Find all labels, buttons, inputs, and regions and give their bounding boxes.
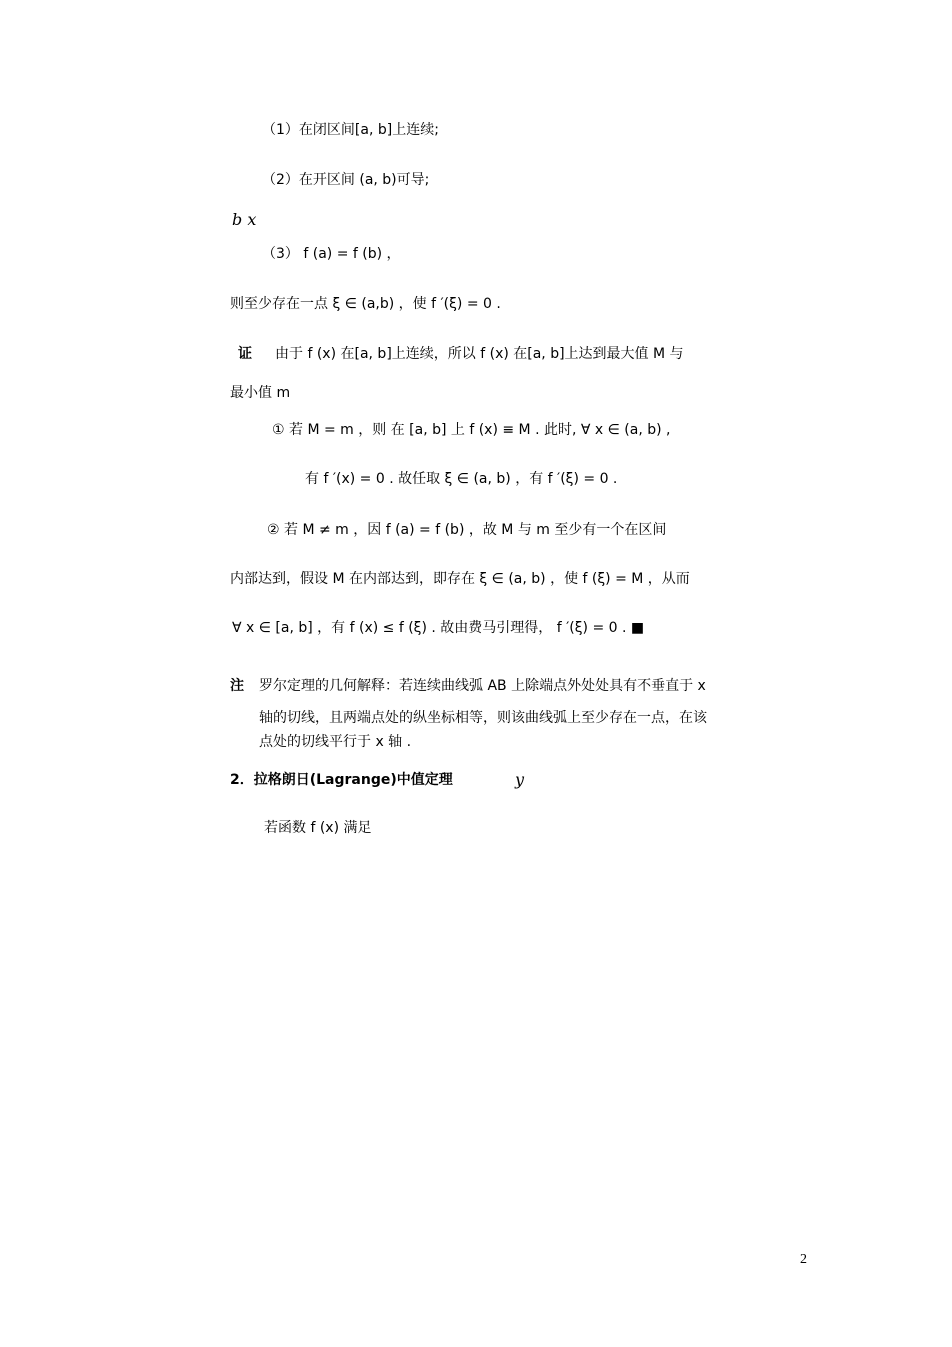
case-2-line-3: ∀ x ∈ [a, b] ，有 f (x) ≤ f (ξ) . 故由费马引理得， f ′(ξ) = 0 . ■ [232,620,645,636]
note-line-3: 点处的切线平行于 x 轴 . [259,734,412,750]
note-label: 注 [230,678,244,694]
case-2-line-2: 内部达到，假设 M 在内部达到，即存在 ξ ∈ (a, b) ，使 f (ξ) = M ，从而 [230,571,690,587]
conclusion: 则至少存在一点 ξ ∈ (a,b) ，使 f ′(ξ) = 0 . [230,296,501,312]
proof-label: 证 [238,346,252,362]
stray-y: y [515,770,525,789]
condition-1: （1）在闭区间[a, b]上连续; [262,122,439,138]
lagrange-condition: 若函数 f (x) 满足 [264,820,372,836]
stray-symbols: b x [232,210,257,229]
proof-line-2: 最小值 m [230,385,291,401]
condition-2: （2）在开区间 (a, b)可导; [262,172,430,188]
section-heading-lagrange: 2．拉格朗日(Lagrange)中值定理 [230,772,453,788]
page-number: 2 [800,1252,807,1267]
note-line-1: 罗尔定理的几何解释：若连续曲线弧 AB 上除端点外处处具有不垂直于 x [259,678,706,694]
case-1-line-1: ① 若 M = m ，则 在 [a, b] 上 f (x) ≡ M . 此时, ∀ x ∈ (a, b) , [272,422,671,438]
note-line-2: 轴的切线，且两端点处的纵坐标相等，则该曲线弧上至少存在一点，在该 [259,710,707,726]
proof-line-1: 由于 f (x) 在[a, b]上连续，所以 f (x) 在[a, b]上达到最大值 M 与 [275,346,684,362]
condition-3: （3） f (a) = f (b) ， [262,246,401,262]
case-2-line-1: ② 若 M ≠ m ，因 f (a) = f (b) ，故 M 与 m 至少有一个在区间 [267,522,667,538]
case-1-line-2: 有 f ′(x) = 0 . 故任取 ξ ∈ (a, b) ，有 f ′(ξ) = 0 . [305,471,618,487]
